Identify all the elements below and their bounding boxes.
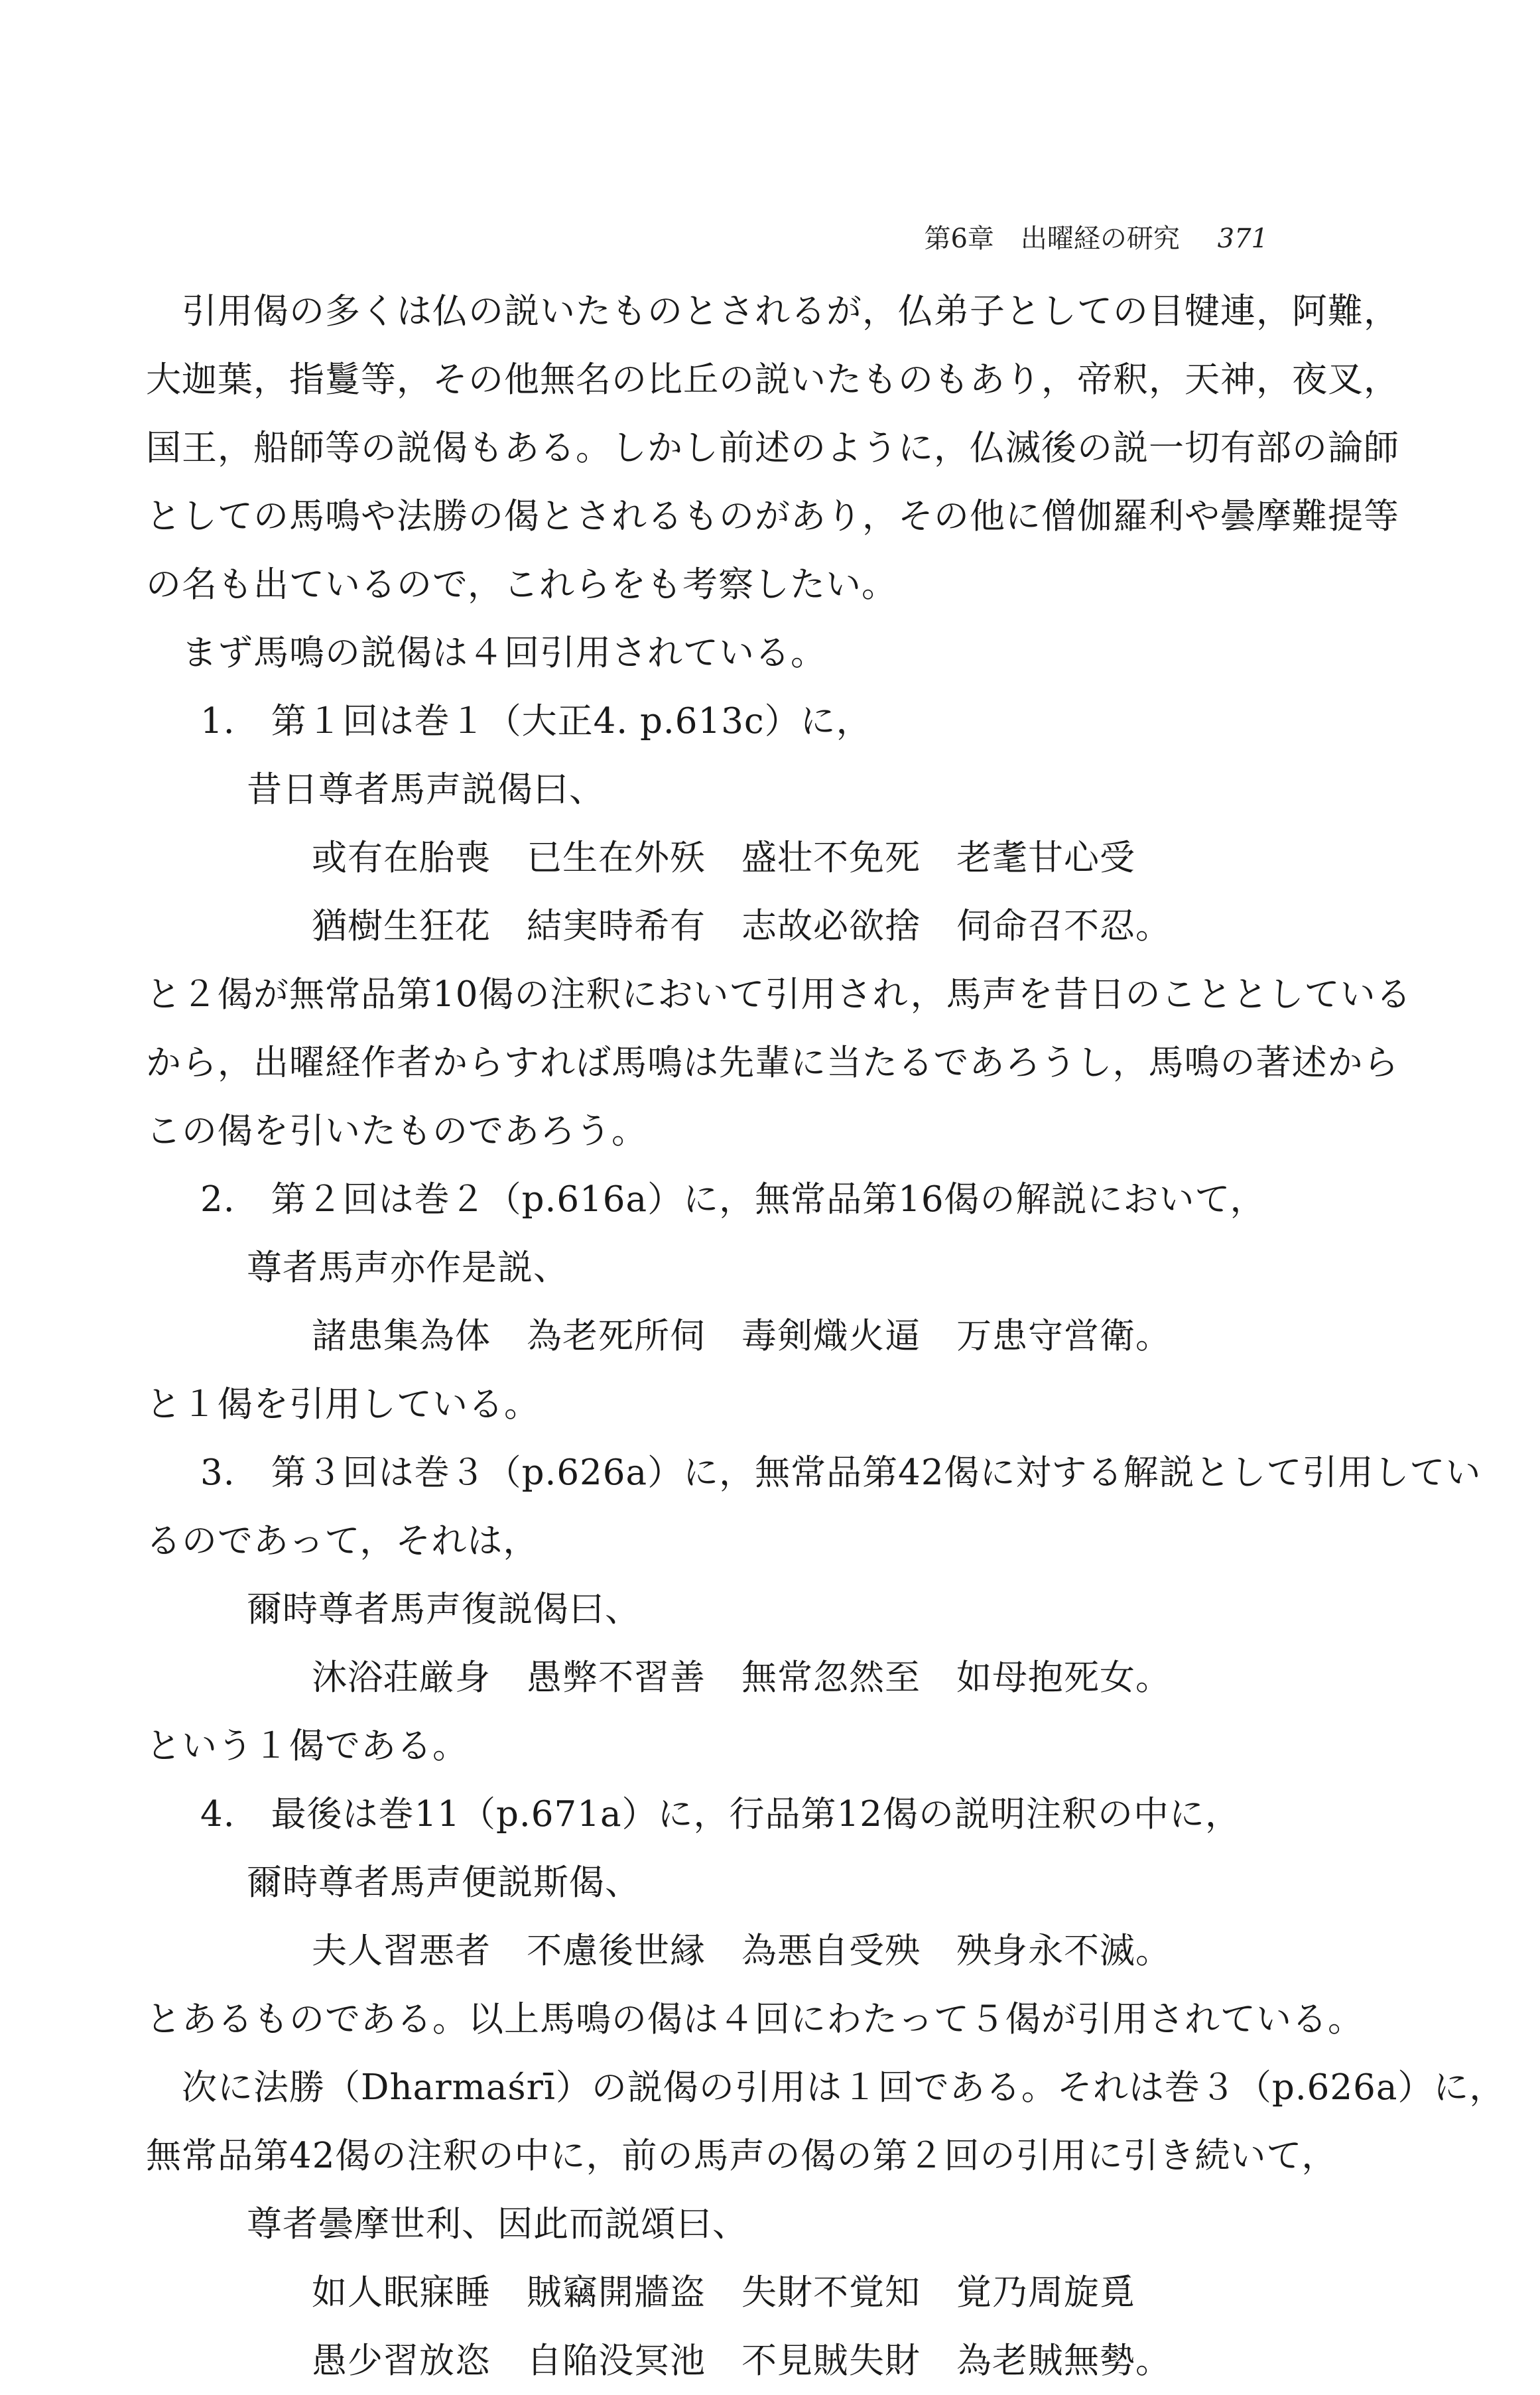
- verse-line: 夫人習悪者 不慮後世縁 為悪自受殃 殃身永不滅。: [312, 1931, 1171, 1971]
- paragraph-line: としての馬鳴や法勝の偈とされるものがあり，その他に僧伽羅利や曇摩難提等: [146, 496, 1399, 537]
- paragraph-line: るのであって，それは，: [146, 1521, 539, 1561]
- quote-intro: 昔日尊者馬声説偈曰、: [247, 769, 605, 810]
- verse-line: 猶樹生狂花 結実時希有 志故必欲捨 伺命召不忍。: [312, 906, 1171, 946]
- quote-intro: 尊者曇摩世利、因此而説頌曰、: [247, 2204, 748, 2244]
- verse-line: 如人眠寐睡 賊竊開牆盗 失財不覚知 覚乃周旋覓: [312, 2272, 1135, 2313]
- paragraph-line: 無常品第42偈の注釈の中に，前の馬声の偈の第２回の引用に引き続いて，: [146, 2136, 1338, 2176]
- paragraph-line: まず馬鳴の説偈は４回引用されている。: [182, 633, 826, 673]
- quote-intro: 爾時尊者馬声復説偈曰、: [247, 1589, 641, 1630]
- paragraph-line: と２偈が無常品第10偈の注釈において引用され，馬声を昔日のこととしている: [146, 974, 1412, 1015]
- paragraph-line: 引用偈の多くは仏の説いたものとされるが，仏弟子としての目犍連，阿難，: [182, 291, 1399, 332]
- chapter-title: 第6章 出曜経の研究: [924, 224, 1180, 254]
- body-text: [146, 277, 1506, 2395]
- paragraph-line: 国王，船師等の説偈もある。しかし前述のように，仏滅後の説一切有部の論師: [146, 428, 1399, 468]
- verse-line: 沐浴荘厳身 愚弊不習善 無常忽然至 如母抱死女。: [312, 1657, 1171, 1698]
- verse-line: 諸患集為体 為老死所伺 毒剣熾火逼 万患守営衛。: [312, 1316, 1171, 1356]
- paragraph-line: から，出曜経作者からすれば馬鳴は先輩に当たるであろうし，馬鳴の著述から: [146, 1043, 1399, 1083]
- quote-intro: 尊者馬声亦作是説、: [247, 1248, 569, 1288]
- paragraph-line: 大迦葉，指鬘等，その他無名の比丘の説いたものもあり，帝釈，天神，夜叉，: [146, 359, 1399, 400]
- numbered-item: 2. 第２回は巻２（p.616a）に，無常品第16偈の解説において，: [200, 1179, 1266, 1220]
- numbered-item: 3. 第３回は巻３（p.626a）に，無常品第42偈に対する解説として引用してい: [200, 1453, 1482, 1493]
- verse-line: 愚少習放恣 自陥没冥池 不見賊失財 為老賊無勢。: [312, 2341, 1171, 2381]
- paragraph-line: この偈を引いたものであろう。: [146, 1111, 647, 1151]
- numbered-item: 4. 最後は巻11（p.671a）に，行品第12偈の説明注釈の中に，: [200, 1794, 1241, 1835]
- paragraph-line: の名も出ているので，これらをも考察したい。: [146, 564, 897, 605]
- page-number: 371: [1217, 224, 1268, 254]
- running-header: [924, 218, 1268, 255]
- paragraph-line: とあるものである。以上馬鳴の偈は４回にわたって５偈が引用されている。: [146, 1999, 1364, 2039]
- numbered-item: 1. 第１回は巻１（大正4. p.613c）に，: [200, 701, 872, 742]
- verse-line: 或有在胎喪 已生在外殀 盛壮不免死 老耄甘心受: [312, 838, 1135, 878]
- quote-intro: 爾時尊者馬声便説斯偈、: [247, 1862, 641, 1903]
- paragraph-line: と１偈を引用している。: [146, 1384, 540, 1425]
- paragraph-line: という１偈である。: [146, 1726, 468, 1766]
- paragraph-line: 次に法勝（Dharmaśrī）の説偈の引用は１回である。それは巻３（p.626a）に，: [182, 2067, 1506, 2108]
